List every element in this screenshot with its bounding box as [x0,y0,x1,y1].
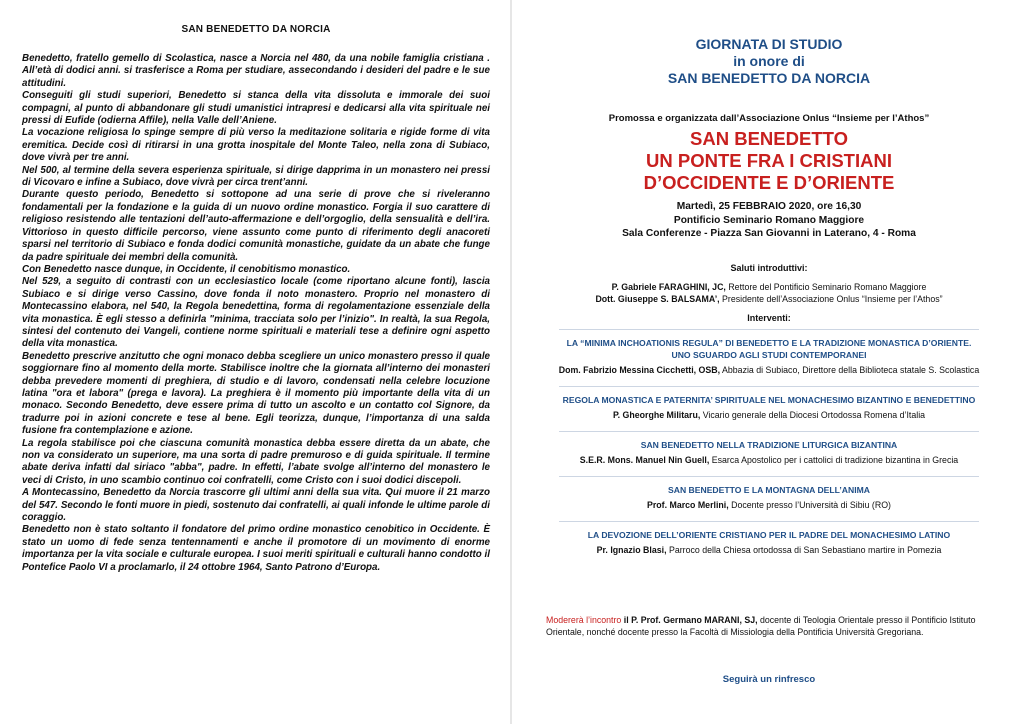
title-line: UN PONTE FRA I CRISTIANI [646,150,892,171]
saluti-item [528,293,1010,305]
speaker-affiliation: Docente presso l’Università di Sibiu (RO) [728,499,891,510]
talk-speaker [528,454,1010,466]
heading-line: GIORNATA DI STUDIO [695,36,843,52]
event-date: Martedì, 25 FEBBRAIO 2020, ore 16,30 [676,201,862,212]
divider [559,329,979,330]
speaker-name: S.E.R. Mons. Manuel Nin Guell, [579,454,710,465]
talk-title: REGOLA MONASTICA E PATERNITA’ SPIRITUALE NEL MONACHESIMO BIZANTINO E BENEDETTINO [562,394,976,405]
talk-speaker [528,409,1010,421]
divider [559,431,979,432]
speaker-role: Presidente dell’Associazione Onlus “Insieme per l’Athos” [719,293,943,304]
moderator-text: docente di Teologia Orientale presso il Pontificio Istituto Orientale, nonché docente presso la Facoltà di Missiologia della Pontificia Università Gregoriana. [546,614,976,637]
talk [528,439,1010,466]
speaker-affiliation: Vicario generale della Diocesi Ortodossa Romena d’Italia [700,409,926,420]
moderator-name: il P. Prof. Germano MARANI, SJ, [621,614,758,625]
event-address: Sala Conferenze - Piazza San Giovanni in Laterano, 4 - Roma [622,228,916,239]
bio-paragraph: La vocazione religiosa lo spinge sempre di più verso la meditazione solitaria e rigide forme di vita eremitica. Decide così di ritirarsi in una grotta inospitale del Monte Taleo, nella zona di Subiaco, dove vivrà per tre anni. [22,127,490,164]
moderator-lead: Modererà l’incontro [546,614,622,625]
bio-paragraph: Nel 500, al termine della severa esperienza spirituale, si dirige dapprima in un monastero nei pressi di Vicovaro e infine a Subiaco, dove vivrà per circa trent’anni. [22,164,490,189]
talk-speaker [528,364,1010,376]
speaker-name: Dott. Giuseppe S. BALSAMA’, [595,293,720,304]
talk-title: LA DEVOZIONE DELL’ORIENTE CRISTIANO PER IL PADRE DEL MONACHESIMO LATINO [587,529,951,540]
talk-title: LA “MINIMA INCHOATIONIS REGULA” DI BENEDETTO E LA TRADIZIONE MONASTICA D’ORIENTE. [566,337,972,348]
talk [528,337,1010,376]
speaker-affiliation: Abbazia di Subiaco, Direttore della Biblioteca statale S. Scolastica [720,364,980,375]
heading-line: SAN BENEDETTO DA NORCIA [667,70,871,86]
talk [528,394,1010,421]
talk [528,529,1010,556]
speaker-name: P. Gabriele FARAGHINI, JC, [611,281,726,292]
bio-paragraph: Con Benedetto nasce dunque, in Occidente, il cenobitismo monastico. [22,263,351,275]
page-fold [510,0,512,724]
bio-paragraph: La regola stabilisce poi che ciascuna comunità monastica debba essere diretta da un abate, che non va considerato un superiore, ma una sorta di padre premuroso e di guida spirituale. Il termine abate deriva infatti dal siriaco "abba", padre. In effetti, l’abate svolge all’interno del monastero le veci di Cristo, in uno scambio continuo coi confratelli, come Cristo con i suoi dodici discepoli. [22,437,490,486]
speaker-name: P. Gheorghe Militaru, [612,409,701,420]
talk [528,484,1010,511]
speaker-affiliation: Parroco della Chiesa ortodossa di San Sebastiano martire in Pomezia [666,544,942,555]
bio-paragraph: Durante questo periodo, Benedetto si sottopone ad una serie di prove che si riveleranno fondamentali per la fondazione e la guida di un nuovo ordine monastico. Forgia il suo carattere di religioso resistendo alle tentazioni dell’auto-affermazione e dell’orgoglio, della sensualità e dell’ira. Vittorioso in questo difficile percorso, viene assunto come punto di riferimento degli anacoreti sparsi nel territorio di Subiaco e fonda dodici comunità monastiche, guidate da un abate che funge da padre spirituale dei membri della comunità. [22,189,490,263]
speaker-name: Prof. Marco Merlini, [647,499,729,510]
speaker-name: Pr. Ignazio Blasi, [596,544,667,555]
event-venue: Pontificio Seminario Romano Maggiore [673,214,865,226]
speaker-role: Rettore del Pontificio Seminario Romano Maggiore [725,281,927,292]
event-heading [528,36,1010,87]
talk-title: UNO SGUARDO AGLI STUDI CONTEMPORANEI [671,349,867,360]
title-line: D’OCCIDENTE E D’ORIENTE [643,172,895,193]
bio-paragraph: Benedetto prescrive anzitutto che ogni monaco debba scegliere un unico monastero presso il quale soggiornare fino al momento della morte. Stabilisce inoltre che la giornata all’interno dei monasteri debba prevedere momenti di preghiera, di studio e di lavoro, condensati nella celebre locuzione latina "ora et labora" (prega e lavora). La preghiera è il momento più importante della vita di un monaco. Secondo Benedetto, deve essere prima di tutto un ascolto e un contatto col Signore, da tradurre poi in azioni concrete e tese al bene. Egli teorizza, dunque, l’importanza di una salda fusione fra contemplazione e azione. [22,350,490,437]
bio-paragraph: Benedetto, fratello gemello di Scolastica, nasce a Norcia nel 480, da una nobile famiglia cristiana . All’età di dodici anni. si trasferisce a Roma per studiare, assecondando i desideri del padre e le sue attitudini. [22,53,490,89]
heading-line: in onore di [733,53,805,69]
moderator-note [546,614,992,638]
bio-paragraph: A Montecassino, Benedetto da Norcia trascorre gli ultimi anni della sua vita. Qui muore il 21 marzo del 547. Secondo le fonti muore in piedi, sostenuto dai confratelli, ai quali infonde le ultime parole di coraggio. [22,487,490,524]
title-line: SAN BENEDETTO [690,128,848,149]
speaker-affiliation: Esarca Apostolico per i cattolici di tradizione bizantina in Grecia [709,454,959,465]
divider [559,386,979,387]
saluti-list [528,281,1010,305]
biography-title: SAN BENEDETTO DA NORCIA [181,24,331,35]
right-page [514,0,1024,724]
saluti-label: Saluti introduttivi: [730,262,808,273]
talk-speaker [528,499,1010,511]
event-details [528,200,1010,241]
event-title [528,128,1010,194]
bio-paragraph: Benedetto non è stato soltanto il fondatore del primo ordine monastico cenobitico in Occidente. È stato un uomo di fede senza tentennamenti e anche il promotore di un movimento di enorme importanza per la vita sociale e culturale europea. I suoi meriti spirituali e culturali hanno condotto il Pontefice Paolo VI a proclamarlo, il 24 ottobre 1964, Santo Patrono d’Europa. [22,524,490,573]
promoter-line: Promossa e organizzata dall’Associazione Onlus “Insieme per l’Athos” [608,113,930,124]
interventi-label: Interventi: [747,312,791,323]
saluti-item [528,281,1010,293]
talk-title: SAN BENEDETTO NELLA TRADIZIONE LITURGICA BIZANTINA [640,439,898,450]
divider [559,521,979,522]
bio-paragraph: Conseguiti gli studi superiori, Benedetto si stanca della vita dissoluta e immorale dei suoi compagni, al punto di abbandonare gli studi umanistici intrapresi e dedicarsi alla vita spirituale nei pressi di Eufide (odierna Affile), nella Valle dell’Aniene. [22,90,490,127]
speaker-name: Dom. Fabrizio Messina Cicchetti, OSB, [558,364,721,375]
divider [559,476,979,477]
talk-speaker [528,544,1010,556]
talk-title: SAN BENEDETTO E LA MONTAGNA DELL’ANIMA [668,484,870,495]
refreshment-note: Seguirà un rinfresco [722,673,816,685]
bio-paragraph: Nel 529, a seguito di contrasti con un ecclesiastico locale (come riportano alcune fonti), lascia Subiaco e si dirige verso Cassino, dove fonda il noto monastero. Proprio nel monastero di Montecassino elabora, nel 540, la Regola benedettina, forma di regolamentazione essenziale della vita monastica. È egli stesso a definirla "minima, tracciata solo per l’inizio". In realtà, la sua Regola, sintesi del contenuto dei Vangeli, contiene norme spirituali e materiali tese a definire ogni aspetto della vita monastica. [22,276,490,350]
biography-text [22,53,490,574]
